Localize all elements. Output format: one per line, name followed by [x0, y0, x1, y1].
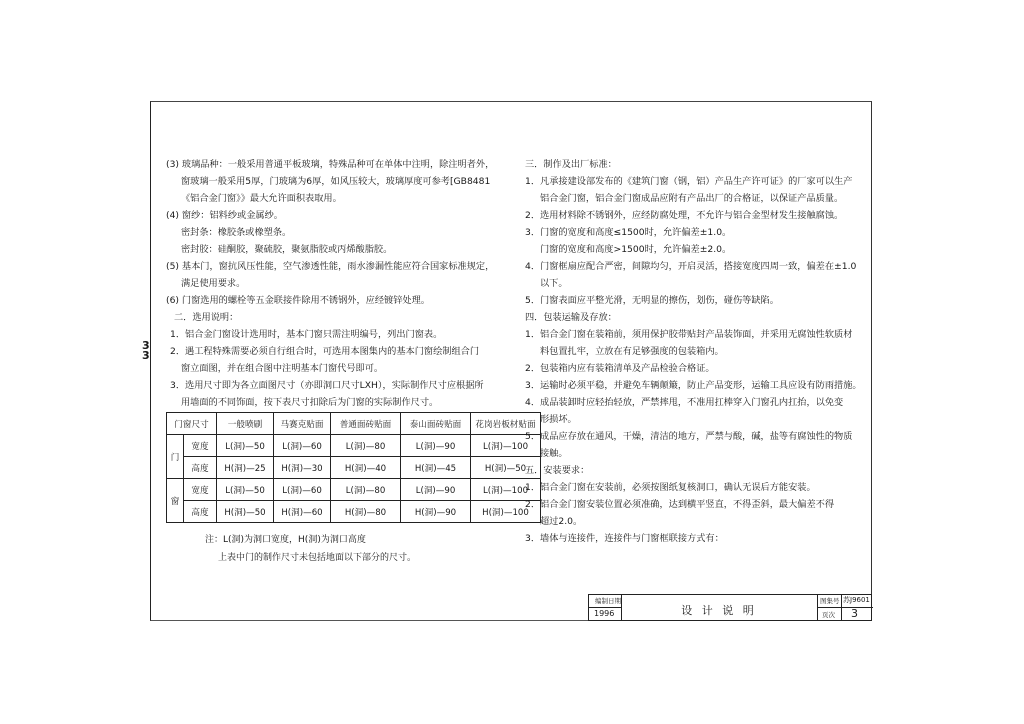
right-text-line: 3．门窗的宽度和高度≤1500时，允许偏差±1.0。 — [525, 227, 732, 238]
table-cell: L(洞)—80 — [331, 435, 401, 457]
table-cell: L(洞)—50 — [217, 479, 274, 501]
left-text-line: 《铝合金门窗》》最大允许面积表取用。 — [181, 193, 342, 204]
table-cell: H(洞)—50 — [217, 501, 274, 523]
table-cell: L(洞)—60 — [274, 435, 331, 457]
table-row — [167, 457, 541, 479]
table-header-row — [167, 413, 541, 435]
title-block-atlas-no: 苏J9601 — [843, 596, 870, 604]
left-text-line: 2．遇工程特殊需要必须自行组合时，可选用本图集内的基本门窗绘制组合门 — [170, 346, 480, 357]
title-block-atlas-label: 图集号 — [820, 597, 840, 605]
left-text-line: (3) 玻璃品种：一般采用普通平板玻璃，特殊品种可在单体中注明，除注明者外， — [166, 159, 495, 170]
left-text-line: 3．选用尺寸即为各立面图尺寸（亦即洞口尺寸LXH），实际制作尺寸应根据所 — [170, 380, 484, 391]
table-cell: H(洞)—40 — [331, 457, 401, 479]
right-text-line: 三．制作及出厂标准： — [525, 159, 617, 170]
table-note-2: 上表中门的制作尺寸未包括地面以下部分的尺寸。 — [218, 553, 417, 563]
left-text-line: 1．铝合金门窗设计选用时，基本门窗只需注明编号，列出门窗表。 — [170, 329, 443, 340]
right-text-line: 1．凡承接建设部发布的《建筑门窗（钢，铝）产品生产许可证》的厂家可以生产 — [525, 176, 853, 187]
right-text-line: 铝合金门窗，铝合金门窗成品应附有产品出厂的合格证，以保证产品质量。 — [540, 193, 844, 204]
right-text-line: 形损坏。 — [540, 414, 577, 425]
right-text-line: 4．成品装卸时应轻抬轻放，严禁摔甩，不准用扛棒穿入门窗孔内扛抬，以免变 — [525, 397, 844, 408]
table-header-cell: 马赛克贴面 — [274, 413, 331, 435]
title-block-divider — [841, 607, 842, 621]
table-cell: L(洞)—60 — [274, 479, 331, 501]
right-text-line: 接触。 — [540, 448, 568, 459]
left-text-line: 密封条：橡胶条或橡塑条。 — [181, 227, 292, 238]
table-group-cell: 门 — [167, 435, 184, 479]
left-text-line: 满足使用要求。 — [181, 278, 246, 289]
table-cell: H(洞)—25 — [217, 457, 274, 479]
table-dimension-cell: 宽度 — [184, 435, 217, 457]
right-text-line: 1．铝合金门窗在安装前，必须按图纸复核洞口，确认无误后方能安装。 — [525, 482, 816, 493]
title-block-divider — [841, 595, 842, 607]
title-block-page-no: 3 — [851, 607, 858, 620]
table-cell: H(洞)—45 — [401, 457, 471, 479]
size-deduction-table — [166, 412, 541, 523]
table-cell: L(洞)—50 — [217, 435, 274, 457]
right-text-line: 超过2.0。 — [540, 516, 583, 527]
binding-edge-marks: 3 3 — [142, 339, 150, 362]
table-dimension-cell: 高度 — [184, 457, 217, 479]
table-cell: H(洞)—60 — [274, 501, 331, 523]
left-column-text — [166, 156, 506, 411]
right-text-line: 2．包装箱内应有装箱清单及产品检验合格证。 — [525, 363, 715, 374]
title-block-page-label: 页次 — [822, 611, 835, 619]
table-cell: H(洞)—100 — [471, 501, 541, 523]
table-dimension-cell: 高度 — [184, 501, 217, 523]
right-text-line: 4．门窗框扇应配合严密，间隙均匀，开启灵活，搭接宽度四周一致，偏差在±1.0 — [525, 261, 857, 272]
table-cell: H(洞)—30 — [274, 457, 331, 479]
table-cell: L(洞)—80 — [331, 479, 401, 501]
left-text-line: (6) 门窗选用的螺栓等五金联接件除用不锈钢外，应经镀锌处理。 — [166, 295, 430, 306]
table-cell: H(洞)—90 — [401, 501, 471, 523]
table-cell: L(洞)—90 — [401, 435, 471, 457]
table-header-cell: 花岗岩板材贴面 — [471, 413, 541, 435]
right-text-line: 料包置扎牢，立放在有足够强度的包装箱内。 — [540, 346, 724, 357]
right-text-line: 以下。 — [540, 278, 568, 289]
table-row — [167, 435, 541, 457]
right-column-text — [525, 156, 865, 547]
left-text-line: 二．选用说明： — [174, 312, 239, 323]
table-row — [167, 501, 541, 523]
title-block-year: 1996 — [594, 609, 615, 618]
left-text-line: (5) 基本门，窗抗风压性能，空气渗透性能，雨水渗漏性能应符合国家标准规定， — [166, 261, 495, 272]
right-text-line: 2．铝合金门窗安装位置必须准确，达到横平竖直，不得歪斜，最大偏差不得 — [525, 499, 835, 510]
title-block — [588, 594, 872, 621]
table-cell: H(洞)—50 — [471, 457, 541, 479]
left-text-line: (4) 窗纱：铝料纱或金属纱。 — [166, 210, 283, 221]
right-text-line: 5．门窗表面应平整光滑，无明显的擦伤，划伤，碰伤等缺陷。 — [525, 295, 779, 306]
right-text-line: 2．选用材料除不锈钢外，应经防腐处理，不允许与铝合金型材发生接触腐蚀。 — [525, 210, 844, 221]
table-row — [167, 479, 541, 501]
left-text-line: 用墙面的不同饰面，按下表尺寸扣除后为门窗的实际制作尺寸。 — [181, 397, 439, 408]
table-header-cell: 一般喷刷 — [217, 413, 274, 435]
right-text-line: 四．包装运输及存放： — [525, 312, 617, 323]
table-header-cell: 普通面砖贴面 — [331, 413, 401, 435]
table-header-cell: 泰山面砖贴面 — [401, 413, 471, 435]
right-text-line: 门窗的宽度和高度>1500时，允许偏差±2.0。 — [540, 244, 732, 255]
left-text-line: 窗玻璃一般采用5厚，门玻璃为6厚，如风压较大，玻璃厚度可参考[GB8481 — [181, 176, 491, 187]
table-cell: L(洞)—100 — [471, 479, 541, 501]
table-header-cell: 门窗尺寸 — [167, 413, 217, 435]
title-block-divider — [817, 607, 873, 608]
right-text-line: 1．铝合金门窗在装箱前，须用保护胶带贴封产品装饰面，并采用无腐蚀性软质材 — [525, 329, 853, 340]
right-text-line: 3．运输时必须平稳，并避免车辆颠簸，防止产品变形，运输工具应设有防雨措施。 — [525, 380, 862, 391]
title-block-date-label: 编制日期 — [595, 597, 621, 605]
table-cell: L(洞)—90 — [401, 479, 471, 501]
left-text-line: 密封胶：硅酮胶，聚硫胶，聚氨脂胶或丙烯酸脂胶。 — [181, 244, 393, 255]
table-dimension-cell: 宽度 — [184, 479, 217, 501]
table-cell: L(洞)—100 — [471, 435, 541, 457]
title-block-divider — [589, 607, 621, 608]
table-note-1: 注：L(洞)为洞口宽度，H(洞)为洞口高度 — [205, 535, 366, 545]
table-cell: H(洞)—80 — [331, 501, 401, 523]
right-text-line: 5．成品应存放在通风，干燥，清洁的地方，严禁与酸，碱，盐等有腐蚀性的物质 — [525, 431, 853, 442]
right-text-line: 五．安装要求： — [525, 465, 590, 476]
right-text-line: 3．墙体与连接件，连接件与门窗框联接方式有： — [525, 533, 724, 544]
title-block-title: 设 计 说 明 — [681, 604, 757, 617]
table-group-cell: 窗 — [167, 479, 184, 523]
left-text-line: 窗立面图，并在组合图中注明基本门窗代号即可。 — [181, 363, 384, 374]
